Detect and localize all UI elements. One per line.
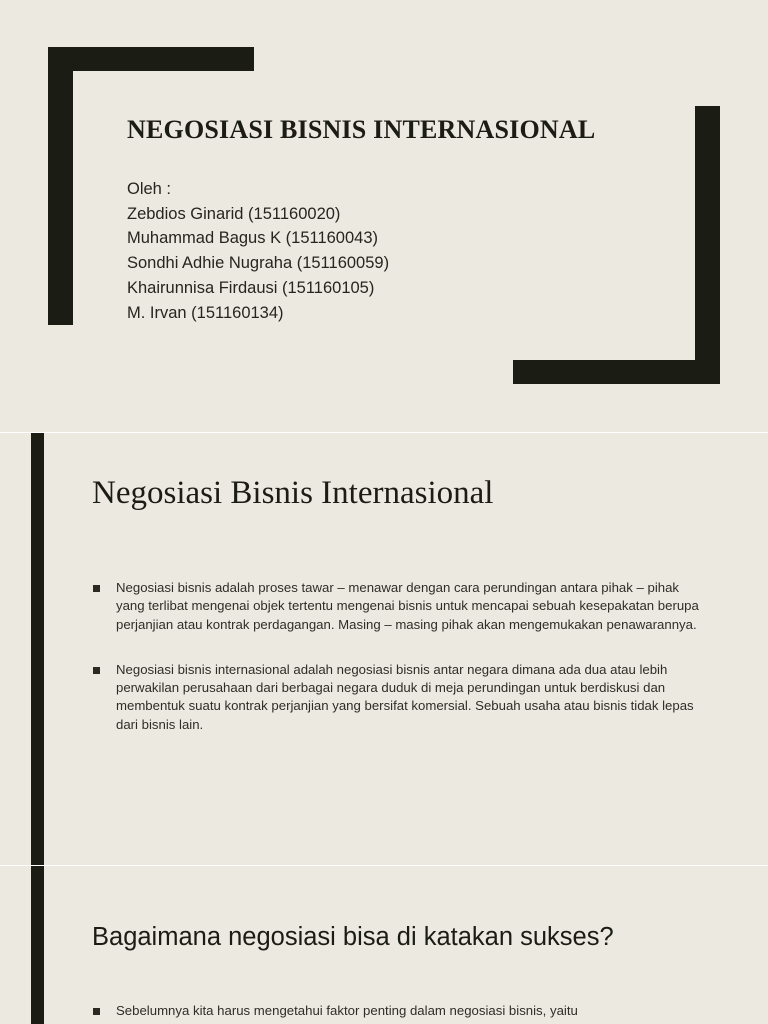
success-question-slide <box>0 866 768 1024</box>
author-item: Khairunnisa Firdausi (151160105) <box>127 278 375 297</box>
slide-title: Bagaimana negosiasi bisa di katakan sukses? <box>92 923 614 951</box>
left-accent-bar <box>31 433 44 865</box>
bullet-text: Negosiasi bisnis internasional adalah negosiasi bisnis antar negara dimana ada dua atau lebih perwakilan perusahaan dari berbagai negara duduk di meja perundingan untuk berdiskusi dan membentuk suatu kontrak perjanjian yang bersifat komersial. Sebuah usaha atau bisnis tidak lepas dari bisnis lain. <box>116 661 694 732</box>
author-item: M. Irvan (151160134) <box>127 303 284 322</box>
frame-bar-bottom-right-vertical <box>695 106 720 384</box>
bullet-item <box>92 661 702 734</box>
author-item: Zebdios Ginarid (151160020) <box>127 204 341 223</box>
bullet-text: Sebelumnya kita harus mengetahui faktor penting dalam negosiasi bisnis, yaitu <box>116 1003 578 1018</box>
title-slide <box>0 0 768 432</box>
frame-bar-top-left-vertical <box>48 47 73 325</box>
frame-bar-bottom-right-horizontal <box>513 360 720 384</box>
author-item: Muhammad Bagus K (151160043) <box>127 229 379 248</box>
bullet-item <box>92 579 702 634</box>
author-list <box>127 177 389 325</box>
author-list-header: Oleh : <box>127 180 172 198</box>
bullet-list <box>92 579 702 761</box>
left-accent-bar <box>31 866 44 1024</box>
bullet-text: Negosiasi bisnis adalah proses tawar – menawar dengan cara perundingan antara pihak – pihak yang terlibat mengenai objek tertentu mengenai bisnis untuk mencapai sebuah kesepakatan berupa perjanjian atau kontrak perdagangan. Masing – masing pihak akan mengemukakan penawarannya. <box>116 580 699 632</box>
square-bullet-icon <box>93 667 100 674</box>
presentation-title: NEGOSIASI BISNIS INTERNASIONAL <box>127 115 596 144</box>
square-bullet-icon <box>93 585 100 592</box>
frame-bar-top-left-horizontal <box>48 47 254 71</box>
definition-slide <box>0 433 768 865</box>
bullet-item <box>92 1002 702 1020</box>
slide-title: Negosiasi Bisnis Internasional <box>92 475 494 511</box>
bullet-list <box>92 1002 702 1024</box>
square-bullet-icon <box>93 1008 100 1015</box>
author-item: Sondhi Adhie Nugraha (151160059) <box>127 254 390 273</box>
